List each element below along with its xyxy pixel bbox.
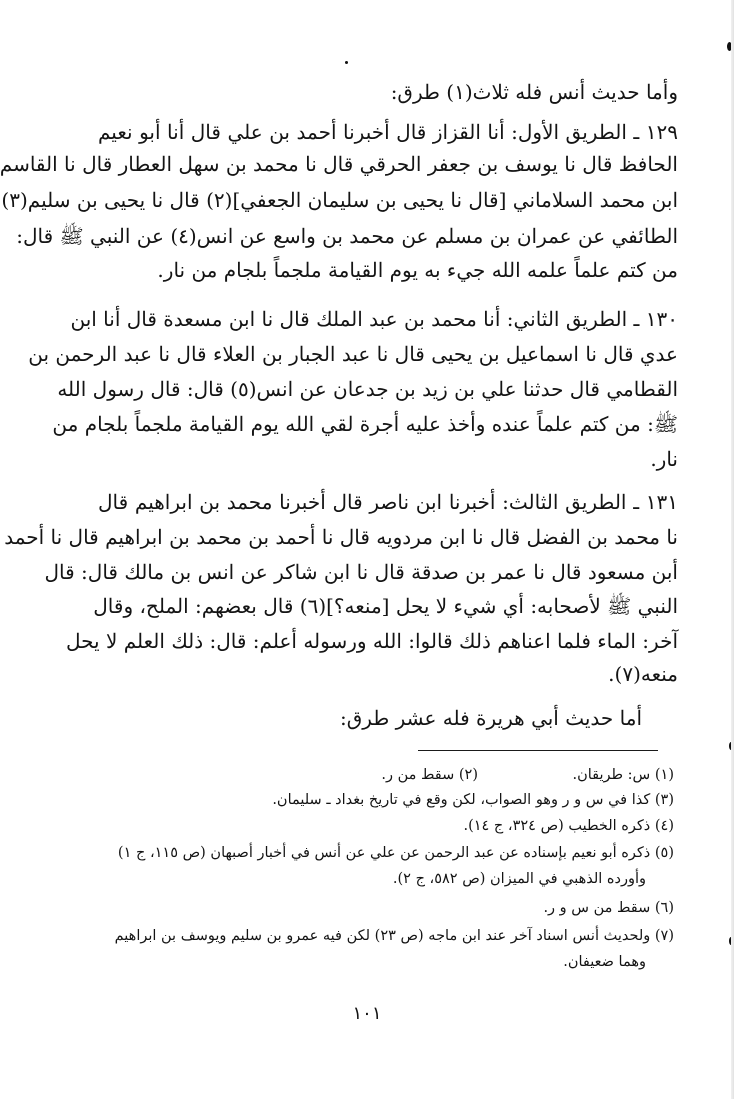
hadith-131-line-5: آخر: الماء فلما اعناهم ذلك قالوا: الله ورسوله أعلم: قال: ذلك العلم لا يحل [65, 629, 678, 653]
hadith-130-line-3: القطامي قال حدثنا علي بن زيد بن جدعان عن انس(٥) قال: قال رسول الله [57, 377, 678, 401]
hadith-131-line-3: أبن مسعود قال نا عمر بن صدقة قال نا ابن شاكر عن انس بن مالك قال: قال [44, 560, 678, 584]
footnote-7-line-2: وهما ضعيفان. [563, 954, 646, 970]
hadith-129-line-4: الطائفي عن عمران بن مسلم عن محمد بن واسع عن انس(٤) عن النبي ﷺ قال: [16, 224, 678, 248]
section-intro-line: وأما حديث أنس فله ثلاث(١) طرق: [390, 80, 678, 104]
hadith-129-line-2: الحافظ قال نا يوسف بن جعفر الحرقي قال نا محمد بن سهل العطار قال نا القاسم [0, 152, 678, 176]
hadith-131-line-6: منعه(٧). [608, 662, 678, 686]
footnote-separator [418, 750, 658, 751]
hadith-130-line-5: نار. [650, 447, 678, 471]
page-number: ١٠١ [352, 1003, 382, 1024]
footnote-1: (١) س: طريقان. [572, 767, 674, 783]
footnote-6: (٦) سقط من س و ر. [543, 900, 674, 916]
scan-speck-top [345, 61, 348, 64]
section-heading: أما حديث أبي هريرة فله عشر طرق: [340, 706, 642, 730]
hadith-131-line-2: نا محمد بن الفضل قال نا ابن مردويه قال نا أحمد بن محمد بن ابراهيم قال نا أحمد [4, 525, 678, 549]
footnote-5-line-1: (٥) ذكره أبو نعيم بإسناده عن عبد الرحمن عن علي عن أنس في أخبار أصبهان (ص ١١٥، ج ١) [117, 845, 674, 861]
hadith-129-line-5: من كتم علماً علمه الله جيء به يوم القيامة ملجماً بلجام من نار. [157, 258, 678, 282]
hadith-130-line-4: ﷺ: من كتم علماً عنده وأخذ عليه أجرة لقي الله يوم القيامة ملجماً بلجام من [52, 412, 678, 436]
footnote-7-line-1: (٧) ولحديث أنس اسناد آخر عند ابن ماجه (ص ٢٣) لكن فيه عمرو بن سليم ويوسف بن ابراهيم [114, 928, 674, 944]
hadith-131-line-4: النبي ﷺ لأصحابه: أي شيء لا يحل [منعه؟](٦) قال بعضهم: الملح، وقال [93, 594, 678, 618]
footnote-3: (٣) كذا في س و ر وهو الصواب، لكن وقع في تاريخ بغداد ـ سليمان. [272, 792, 674, 808]
footnote-5-line-2: وأورده الذهبي في الميزان (ص ٥٨٢، ج ٢). [392, 871, 646, 887]
hadith-130-line-1: ١٣٠ ـ الطريق الثاني: أنا محمد بن عبد الملك قال نا ابن مسعدة قال أنا ابن [70, 307, 678, 331]
footnote-2: (٢) سقط من ر. [381, 767, 478, 783]
hadith-131-line-1: ١٣١ ـ الطريق الثالث: أخبرنا ابن ناصر قال أخبرنا محمد بن ابراهيم قال [98, 490, 678, 514]
hadith-129-line-3: ابن محمد السلاماني [قال نا يحيى بن سليمان الجعفي](٢) قال نا يحيى بن سليم(٣) [1, 188, 678, 212]
hadith-129-line-1: ١٢٩ ـ الطريق الأول: أنا القزاز قال أخبرنا أحمد بن علي قال أنا أبو نعيم [98, 120, 678, 144]
hadith-130-line-2: عدي قال نا اسماعيل بن يحيى قال نا عبد الجبار بن العلاء قال نا عبد الرحمن بن [28, 342, 678, 366]
footnote-4: (٤) ذكره الخطيب (ص ٣٢٤، ج ١٤). [463, 818, 674, 834]
